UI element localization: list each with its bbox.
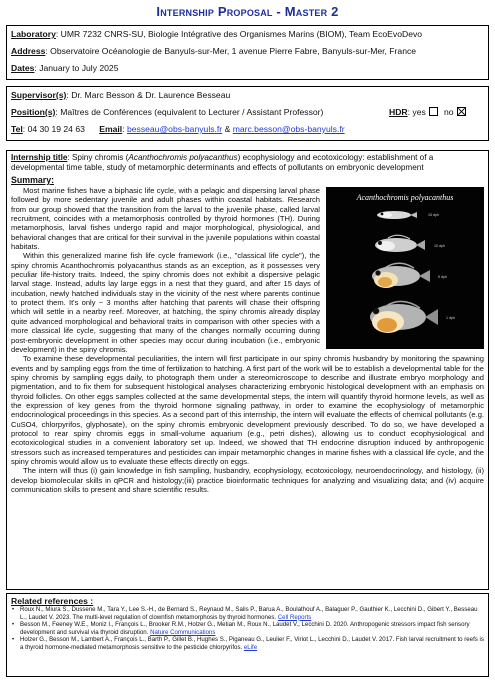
positions-label: Position(s) (11, 107, 56, 117)
summary-paragraph-3: To examine these developmental peculiarities, the intern will first participate in our spiny chromis husbandry by monitoring the spawning events and by sampling eggs from the time of fertilization to hatching. A first part of the work will be to establish a developmental table for the spiny chromis by sampling eggs daily, to photograph them under a stereomicroscope to describe and illustrate embryo morphology and pigmentation, and to fix them for subsequent histological analyses characterizing embryonic histological development with an emphasis on thyroid follicles. On other eggs samples collected at the same developmental steps, the intern will quantify thyroid hormone levels, as well as the expression of key genes from the thyroid hormone signaling pathway, in order to examine the ecophysiology of metamorphic endocrinological proceedings in this species. As a second part of this internship, the intern will evaluate the effects of chemical pollutants (e.g. CuSO4, chlorpyrifos, glyphosate), on the spiny chromis embryonic development previously described. To do so, we have developed a protocol to rear spiny chromis eggs in small-volume aquarium (e.g., petri dishes), allowing us to conduct ecophysiological and ecotoxicological studies in a convenient laboratory set up. Indeed, we showed that TH endocrine disruption induced by anthropogenic stressors such as increased temperatures and pesticides can impair metamorphic changes in marine fishes with a classical life cycle, and the spiny chromis would allow us to evaluate these effects directly on eggs. (11, 354, 484, 466)
fish-1dph (370, 301, 438, 333)
hdr-no-checkbox[interactable] (457, 107, 466, 116)
email-separator: & (224, 124, 231, 134)
hdr-yes-checkbox[interactable] (429, 107, 438, 116)
reference-text: Holzer G., Besson M., Lambert A., François L., Barth P., Gillet B., Hughes S., Piganeau G., Leulier F., Viriot L., Lecchini D., Laudet V. 2017. Fish larval recruitment to reefs is a thyroid hormone-mediated metamorphosis sensitive to the pesticide chlorpyrifos. (20, 636, 484, 651)
references-label: Related references : (11, 596, 94, 606)
laboratory-line: Laboratory: UMR 7232 CNRS-SU, Biologie Intégrative des Organismes Marins (BIOM), Team EcoEvoDevo (11, 29, 423, 39)
address-line: Address: Observatoire Océanologie de Banyuls-sur-Mer, 1 avenue Pierre Fabre, Banyuls-sur-Mer, France (11, 46, 417, 56)
reference-text: Roux N., Miura S., Dussene M., Tara Y., Lee S.-H., de Bernard S., Reynaud M., Salis P., Barua A., Boulathouf A., Balaguer P., Gauthier K., Lecchini D., Gibert Y., Besseau L., Laudet V. 2023. The multi-level regulation of clownfish metamorphosis by thyroid hormones. (20, 606, 478, 621)
internship-title-start: Spiny chromis ( (71, 153, 129, 162)
summary-label: Summary: (11, 175, 55, 185)
internship-title-species: Acanthochromis polyacanthus (128, 153, 238, 162)
contact-line: Tel: 04 30 19 24 63 Email: besseau@obs-banyuls.fr & marc.besson@obs-banyuls.fr (11, 124, 345, 134)
email-link-besseau[interactable]: besseau@obs-banyuls.fr (126, 124, 223, 134)
tel-value: 04 30 19 24 63 (27, 124, 85, 134)
summary-paragraph-1: Most marine fishes have a biphasic life cycle, with a pelagic and dispersing larval phase followed by more sedentary juvenile and adult phases within coastal habitats. Research from our group showed that the transition from the larval to the juvenile phase, called larval recruitment, coincides with a metamorphosis controlled by thyroid hormones (TH). During metamorphosis, larval fishes undergo rapid and major morphological, physiological, and behavioral changes that are critical for their survival in the juvenile populations within coastal habitats. (11, 186, 320, 252)
fish-image (326, 187, 484, 349)
dates-line: Dates: January to July 2025 (11, 63, 119, 73)
hdr-no-label: no (443, 107, 454, 117)
age-label-1dph: 1 dph (446, 316, 455, 320)
age-label-10dph: 10 dph (434, 244, 445, 248)
laboratory-label: Laboratory (11, 29, 56, 39)
fish-10dph (375, 235, 425, 252)
reference-item (11, 636, 484, 651)
reference-link[interactable]: eLife (243, 643, 258, 651)
reference-item (11, 621, 484, 636)
internship-title: Internship title: Spiny chromis (Acanthochromis polyacanthus) ecophysiology and ecotoxicology: establishment of a developmental time table, study of metamorphic determinants and effects of pollutants on embryonic development (11, 153, 434, 172)
lab-info-box (6, 25, 489, 80)
fish-illustration (326, 187, 484, 349)
supervisors-label: Supervisor(s) (11, 90, 67, 100)
address-label: Address (11, 46, 46, 56)
summary-paragraph-2: Within this generalized marine fish life cycle framework (i.e., "classical life cycle"), the spiny chromis Acanthochromis polyacanthus stands as an exception, as it possesses very peculiar life-history traits. Indeed, the spiny chromis does not exhibit a dispersive pelagic larval stage. Instead, adults lay large eggs in a nest that they guard, and after 15 days of incubation, newly hatched individuals stay in the vicinity of the nest where parents continue to protect them. It's only ~ 3 months after hatching that parents will chase their offspring which will settle in a nearby reef. Moreover, at hatching, the spiny chromis already display quite advanced morphological and behavioral traits in comparison with other species with a more classical life cycle, suggesting that many of the changes normally occurring during post-embryonic development in other species may occur during incubation (i.e., embryonic development) in the spiny chromis. (11, 251, 320, 354)
summary-paragraph-4: The intern will thus (i) gain knowledge in fish sampling, husbandry, ecophysiology, ecotoxicology, neuroendocrinology, and histology, (ii) develop biomolecular skills in qPCR and histology;(iii) practice bioinformatic techniques for analyzing and visualizing data; and (iv) acquire communication skills to present and share scientific results. (11, 466, 484, 494)
supervisors-value: Dr. Marc Besson & Dr. Laurence Besseau (71, 90, 231, 100)
reference-item (11, 606, 484, 621)
hdr-group: HDR: yes no (389, 106, 467, 119)
supervisors-line: Supervisor(s): Dr. Marc Besson & Dr. Laurence Besseau (11, 90, 231, 100)
supervisor-box (6, 86, 489, 141)
hdr-yes-label: yes (412, 107, 426, 117)
address-value: Observatoire Océanologie de Banyuls-sur-Mer, 1 avenue Pierre Fabre, Banyuls-sur-Mer, France (50, 46, 417, 56)
references-box (6, 593, 489, 677)
email-label: Email (99, 124, 123, 134)
positions-line: Position(s): Maîtres de Conférences (equivalent to Lecturer / Assistant Professor) HDR: yes no (11, 106, 484, 119)
page-title: Internship Proposal - Master 2 (156, 4, 339, 19)
email-link-besson[interactable]: marc.besson@obs-banyuls.fr (232, 124, 345, 134)
positions-value: Maîtres de Conférences (equivalent to Lecturer / Assistant Professor) (60, 107, 324, 117)
laboratory-value: UMR 7232 CNRS-SU, Biologie Intégrative des Organismes Marins (BIOM), Team EcoEvoDevo (60, 29, 423, 39)
internship-title-end: ) ecophysiology and ecotoxicology: establishment of a developmental time table, study of metamorphic determinants and effects of pollutants on embryonic development (11, 153, 434, 172)
age-label-15dph: 15 dph (428, 213, 439, 217)
dates-value: January to July 2025 (39, 63, 119, 73)
fish-5dph (372, 263, 430, 288)
reference-link[interactable]: Cell Reports (277, 613, 312, 621)
age-label-5dph: 5 dph (438, 275, 447, 279)
internship-title-label: Internship title (11, 153, 68, 162)
internship-box (6, 150, 489, 590)
reference-link[interactable]: Nature Communications (150, 628, 216, 636)
fish-image-caption: Acanthochromis polyacanthus (356, 193, 454, 202)
tel-label: Tel (11, 124, 23, 134)
dates-label: Dates (11, 63, 35, 73)
hdr-label: HDR (389, 107, 408, 117)
reference-text: Besson M., Feeney W.E., Moniz I., François L., Brooker R.M., Holzer G., Metian M., Roux N., Laudet V., Lecchini D. 2020. Anthropogenic stressors impact fish sensory development and survival via thyroid disruption. (20, 621, 470, 636)
fish-15dph (377, 211, 417, 219)
